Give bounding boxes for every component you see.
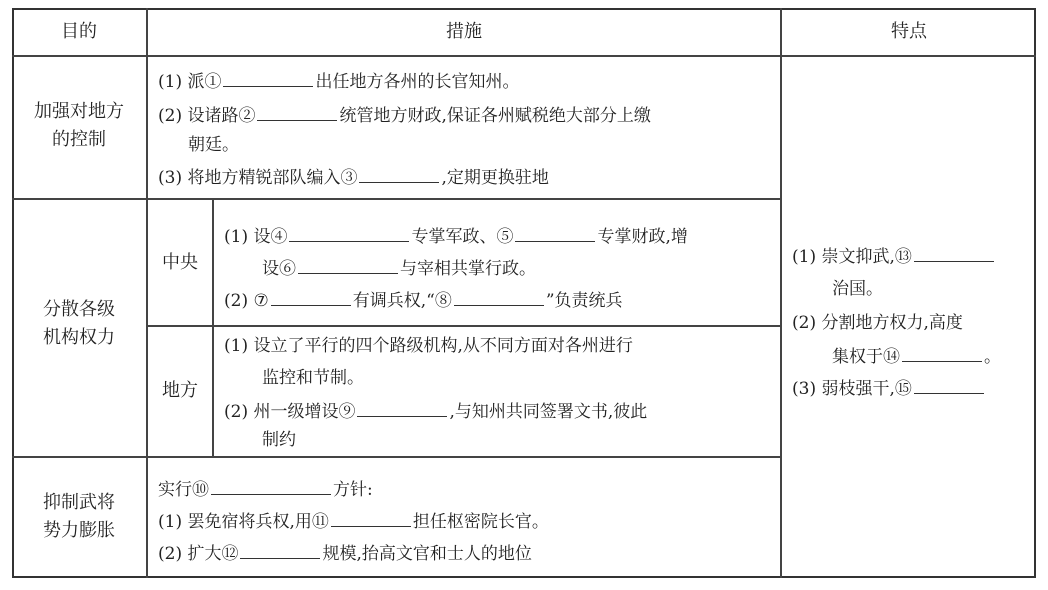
blank-9 (357, 398, 447, 417)
local-line-3: (2) 州一级增设⑨ ,与知州共同签署文书,彼此 (224, 398, 647, 424)
feature-2: (2) 分割地方权力,高度 (792, 313, 963, 333)
row1-measure-2-cont: 朝廷。 (188, 135, 239, 155)
row3-purpose (12, 489, 146, 545)
blank-1 (223, 68, 313, 87)
local-label: 地方 (162, 380, 198, 401)
central-line-3: (2) ⑦ 有调兵权,“⑧ ”负责统兵 (224, 287, 623, 313)
row2-purpose-line1: 分散各级 (43, 299, 115, 320)
blank-7 (271, 287, 351, 306)
row2-divider (12, 456, 780, 458)
row1-measure-2: (2) 设诸路② 统管地方财政,保证各州赋税绝大部分上缴 (158, 102, 651, 128)
header-features: 特点 (891, 21, 927, 42)
row3-measure-2: (1) 罢免宿将兵权,用⑪ 担任枢密院长官。 (158, 508, 549, 534)
header-measures: 措施 (446, 21, 482, 42)
blank-11 (331, 508, 411, 527)
blank-8 (454, 287, 544, 306)
feature-1-cont: 治国。 (832, 279, 883, 299)
row1-purpose-line2: 的控制 (52, 129, 106, 150)
sub-label-divider (212, 198, 214, 456)
blank-12 (240, 540, 320, 559)
header-divider (12, 55, 1036, 57)
row2-purpose (12, 296, 146, 352)
blank-14 (902, 343, 982, 362)
row3-measure-3: (2) 扩大⑫ 规模,抬高文官和士人的地位 (158, 540, 532, 566)
row1-purpose-line1: 加强对地方 (34, 101, 124, 122)
row2-purpose-line2: 机构权力 (43, 327, 115, 348)
row1-purpose (12, 98, 146, 154)
blank-4 (289, 223, 409, 242)
row1-measure-1: (1) 派① 出任地方各州的长官知州。 (158, 68, 519, 94)
feature-1: (1) 崇文抑武,⑬ (792, 243, 996, 269)
central-label: 中央 (162, 252, 198, 273)
central-local-divider (148, 325, 780, 327)
blank-15 (914, 375, 984, 394)
row1-divider (12, 198, 780, 200)
blank-2 (257, 102, 337, 121)
row3-measure-1: 实行⑩ 方针: (158, 476, 373, 502)
header-purpose: 目的 (61, 21, 97, 42)
blank-13 (914, 243, 994, 262)
row3-purpose-line2: 势力膨胀 (43, 520, 115, 541)
row3-purpose-line1: 抑制武将 (43, 492, 115, 513)
blank-3 (359, 164, 439, 183)
col2-divider (780, 8, 782, 578)
blank-10 (211, 476, 331, 495)
feature-3: (3) 弱枝强干,⑮ (792, 375, 986, 401)
local-line-1: (1) 设立了平行的四个路级机构,从不同方面对各州进行 (224, 336, 633, 356)
local-line-2: 监控和节制。 (262, 368, 364, 388)
central-line-2: 设⑥ 与宰相共掌行政。 (262, 255, 536, 281)
feature-2-cont: 集权于⑭ 。 (832, 343, 1001, 369)
local-line-4: 制约 (262, 430, 296, 450)
row1-measure-3: (3) 将地方精锐部队编入③ ,定期更换驻地 (158, 164, 549, 190)
col1-divider (146, 8, 148, 578)
central-line-1: (1) 设④ 专掌军政、⑤ 专掌财政,增 (224, 223, 688, 249)
blank-6 (298, 255, 398, 274)
blank-5 (515, 223, 595, 242)
